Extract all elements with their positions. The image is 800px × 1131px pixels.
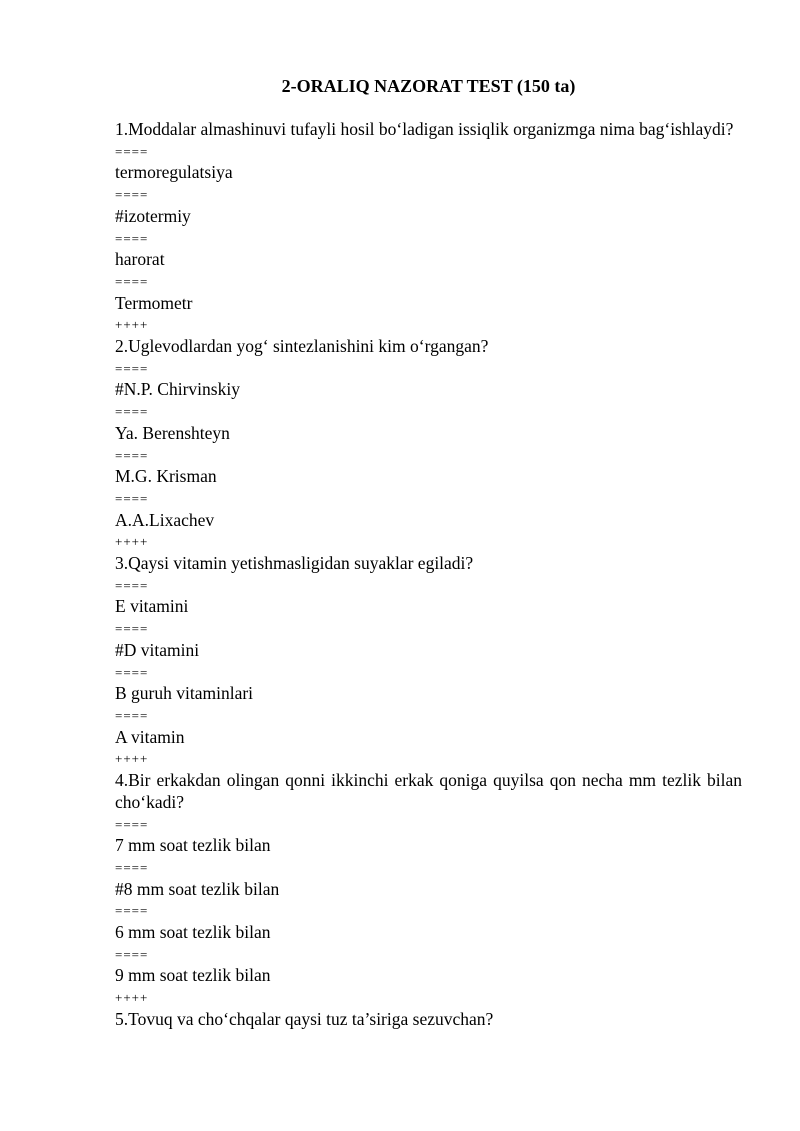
option-separator: ====: [115, 816, 149, 832]
option-separator: ====: [115, 946, 149, 962]
answer-option: B guruh vitaminlari: [115, 683, 254, 704]
question-block: [115, 770, 747, 1009]
option-separator: ====: [115, 360, 149, 376]
answer-option: 7 mm soat tezlik bilan: [115, 835, 271, 856]
option-separator: ====: [115, 577, 149, 593]
question-end-marker: ++++: [115, 751, 149, 767]
option-separator: ====: [115, 404, 149, 420]
question-block: [115, 553, 742, 770]
option-separator: ====: [115, 859, 149, 875]
option-separator: ====: [115, 143, 149, 159]
document-page: [115, 74, 747, 1031]
option-separator: ====: [115, 447, 149, 463]
question-block: [115, 1009, 742, 1031]
option-separator: ====: [115, 490, 149, 506]
question-end-marker: ++++: [115, 990, 149, 1006]
option-separator: ====: [115, 187, 149, 203]
answer-option: #8 mm soat tezlik bilan: [115, 878, 280, 899]
option-separator: ====: [115, 273, 149, 289]
answer-option: termoregulatsiya: [115, 162, 233, 183]
question-end-marker: ++++: [115, 317, 149, 333]
answer-option: E vitamini: [115, 596, 189, 617]
answer-option: A.A.Lixachev: [115, 509, 215, 530]
option-separator: ====: [115, 621, 149, 637]
question-text: 3.Qaysi vitamin yetishmasligidan suyaklar egiladi?: [115, 553, 474, 574]
answer-option: 9 mm soat tezlik bilan: [115, 965, 271, 986]
answer-option: Ya. Berenshteyn: [115, 422, 230, 443]
question-text: 1.Moddalar almashinuvi tufayli hosil bo‘ladigan issiqlik organizmga nima bag‘ishlaydi?: [115, 119, 734, 139]
question-block: [115, 119, 742, 336]
answer-option: A vitamin: [115, 726, 185, 747]
option-separator: ====: [115, 707, 149, 723]
answer-option: M.G. Krisman: [115, 466, 217, 487]
option-separator: ====: [115, 664, 149, 680]
question-end-marker: ++++: [115, 534, 149, 550]
option-separator: ====: [115, 230, 149, 246]
answer-option: 6 mm soat tezlik bilan: [115, 922, 271, 943]
answer-option: Termometr: [115, 292, 193, 313]
answer-option: #D vitamini: [115, 639, 200, 660]
answer-option: #N.P. Chirvinskiy: [115, 379, 240, 400]
option-separator: ====: [115, 903, 149, 919]
answer-option: #izotermiy: [115, 205, 191, 226]
question-text: 4.Bir erkakdan olingan qonni ikkinchi erkak qoniga quyilsa qon necha mm tezlik bilan cho‘kadi?: [115, 770, 747, 812]
question-block: [115, 336, 742, 553]
answer-option: harorat: [115, 249, 165, 270]
question-text: 5.Tovuq va cho‘chqalar qaysi tuz ta’siriga sezuvchan?: [115, 1008, 494, 1029]
question-text: 2.Uglevodlardan yog‘ sintezlanishini kim o‘rgangan?: [115, 336, 489, 357]
document-title: 2-ORALIQ NAZORAT TEST (150 ta): [281, 76, 576, 96]
